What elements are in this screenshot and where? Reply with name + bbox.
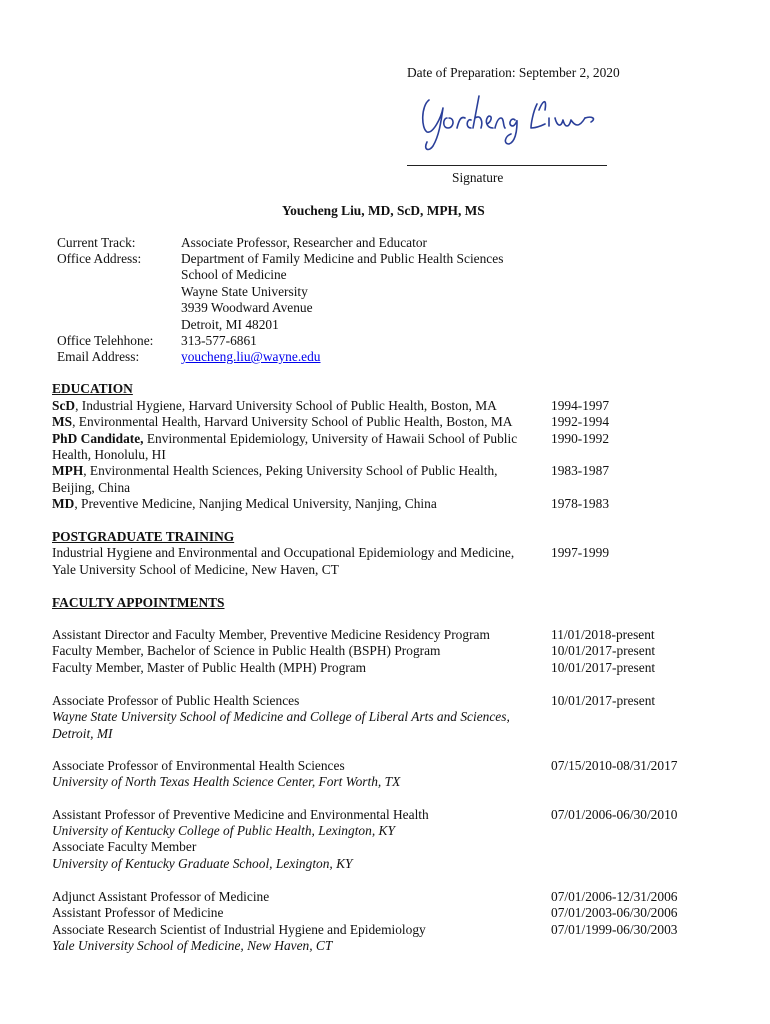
appointment-title: Faculty Member, Master of Public Health (MPH) Program: [52, 660, 367, 675]
address-line: Department of Family Medicine and Public Health Sciences: [181, 251, 504, 266]
appointment-institution: University of Kentucky College of Public Health, Lexington, KY: [52, 823, 395, 838]
appointment-institution: University of North Texas Health Science Center, Fort Worth, TX: [52, 774, 401, 789]
education-entry: MS, Environmental Health, Harvard University School of Public Health, Boston, MA: [52, 414, 513, 429]
appointment-title: Faculty Member, Bachelor of Science in Public Health (BSPH) Program: [52, 643, 441, 658]
appointment-dates: 10/01/2017-present: [551, 643, 656, 658]
office-address-label: Office Address:: [57, 251, 142, 266]
date-of-preparation: Date of Preparation: September 2, 2020: [407, 65, 620, 80]
telephone-value: 313-577-6861: [181, 333, 257, 348]
appointment-institution: University of Kentucky Graduate School, Lexington, KY: [52, 856, 353, 871]
education-entry: PhD Candidate, Environmental Epidemiology, University of Hawaii School of Public: [52, 431, 518, 446]
education-entry: MD, Preventive Medicine, Nanjing Medical University, Nanjing, China: [52, 496, 437, 511]
appointment-title: Assistant Professor of Preventive Medicine and Environmental Health: [52, 807, 429, 822]
email-link[interactable]: youcheng.liu@wayne.edu: [181, 349, 321, 364]
appointment-dates: 07/01/2006-06/30/2010: [551, 807, 678, 822]
appointment-dates: 07/15/2010-08/31/2017: [551, 758, 678, 773]
appointment-dates: 10/01/2017-present: [551, 660, 656, 675]
email-label: Email Address:: [57, 349, 140, 364]
appointment-dates: 11/01/2018-present: [551, 627, 655, 642]
education-entry-cont: Health, Honolulu, HI: [52, 447, 166, 462]
appointment-institution: Yale University School of Medicine, New Haven, CT: [52, 938, 333, 953]
education-entry: MPH, Environmental Health Sciences, Peking University School of Public Health,: [52, 463, 498, 478]
education-entry: ScD, Industrial Hygiene, Harvard University School of Public Health, Boston, MA: [52, 398, 497, 413]
appointment-title: Assistant Professor of Medicine: [52, 905, 224, 920]
appointment-institution: Wayne State University School of Medicine and College of Liberal Arts and Sciences,: [52, 709, 510, 724]
signature-label: Signature: [452, 170, 504, 185]
signature-line: [407, 165, 607, 166]
appointment-dates: 07/01/2003-06/30/2006: [551, 905, 678, 920]
appointment-title: Adjunct Assistant Professor of Medicine: [52, 889, 270, 904]
current-track-value: Associate Professor, Researcher and Educator: [181, 235, 427, 250]
postgraduate-line: Industrial Hygiene and Environmental and Occupational Epidemiology and Medicine,: [52, 545, 515, 560]
postgraduate-line: Yale University School of Medicine, New Haven, CT: [52, 562, 339, 577]
education-years: 1983-1987: [551, 463, 610, 478]
address-line: Detroit, MI 48201: [181, 317, 279, 332]
education-years: 1992-1994: [551, 414, 610, 429]
appointment-title: Associate Research Scientist of Industrial Hygiene and Epidemiology: [52, 922, 426, 937]
address-line: 3939 Woodward Avenue: [181, 300, 313, 315]
education-entry-cont: Beijing, China: [52, 480, 131, 495]
postgraduate-heading: POSTGRADUATE TRAINING: [52, 529, 235, 544]
appointment-institution-cont: Detroit, MI: [52, 726, 113, 741]
education-years: 1978-1983: [551, 496, 610, 511]
appointment-title: Assistant Director and Faculty Member, Preventive Medicine Residency Program: [52, 627, 490, 642]
current-track-label: Current Track:: [57, 235, 136, 250]
appointment-title: Associate Faculty Member: [52, 839, 197, 854]
address-line: Wayne State University: [181, 284, 308, 299]
education-years: 1990-1992: [551, 431, 610, 446]
appointment-title: Associate Professor of Public Health Sciences: [52, 693, 300, 708]
appointment-dates: 07/01/2006-12/31/2006: [551, 889, 678, 904]
education-heading: EDUCATION: [52, 381, 133, 396]
address-line: School of Medicine: [181, 267, 287, 282]
appointment-title: Associate Professor of Environmental Health Sciences: [52, 758, 345, 773]
telephone-label: Office Telehhone:: [57, 333, 154, 348]
education-years: 1994-1997: [551, 398, 610, 413]
faculty-heading: FACULTY APPOINTMENTS: [52, 595, 225, 610]
appointment-dates: 07/01/1999-06/30/2003: [551, 922, 678, 937]
page-title: Youcheng Liu, MD, ScD, MPH, MS: [282, 203, 485, 218]
postgraduate-years: 1997-1999: [551, 545, 610, 560]
appointment-dates: 10/01/2017-present: [551, 693, 656, 708]
handwritten-signature: [415, 88, 605, 154]
